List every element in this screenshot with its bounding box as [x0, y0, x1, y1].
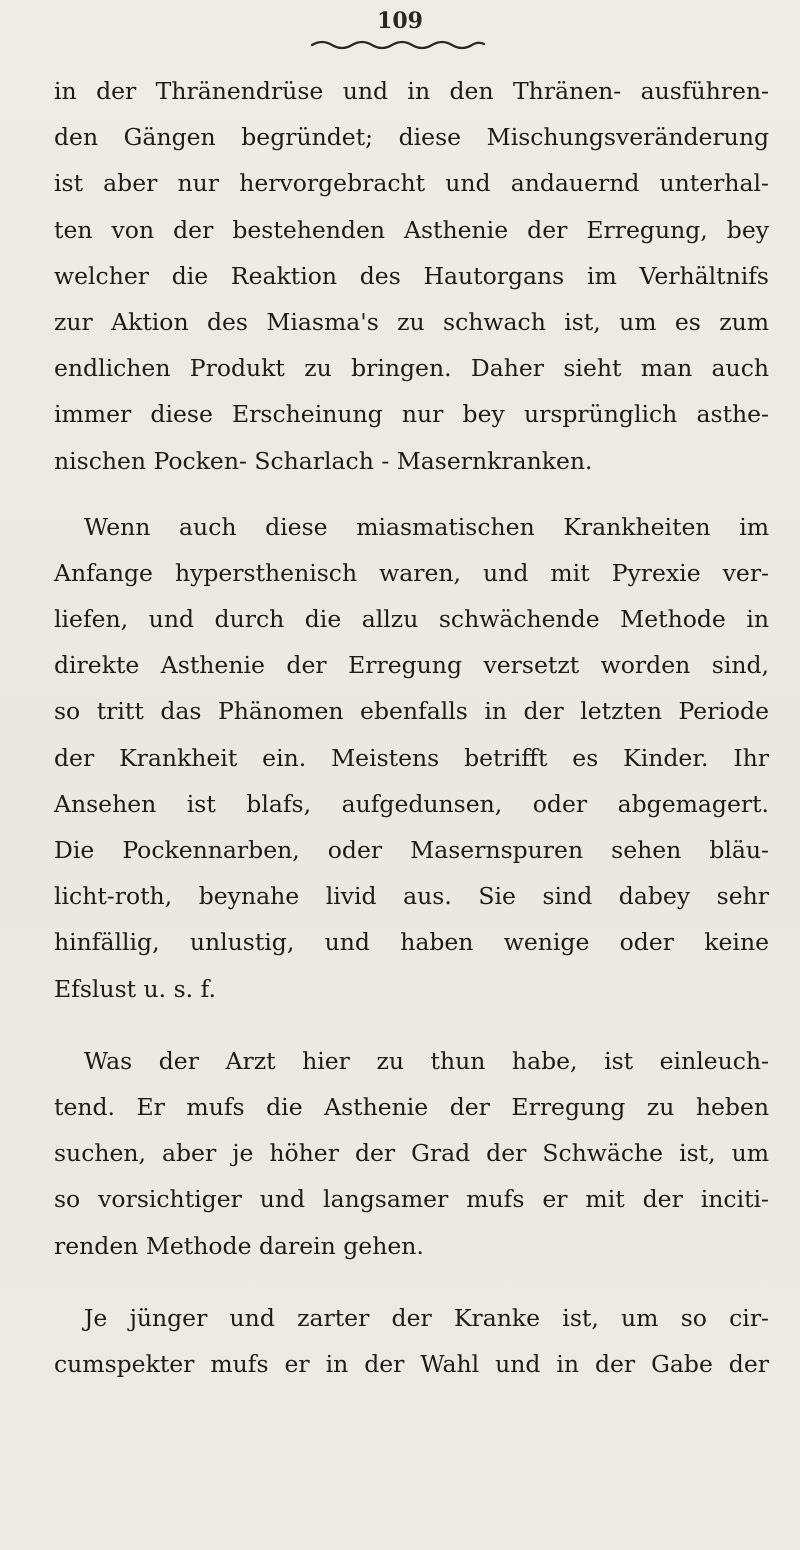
text-line: direkte Asthenie der Erregung versetzt worden sind,: [54, 651, 769, 680]
text-line: in der Thränendrüse und in den Thränen- ausführen-: [54, 77, 769, 105]
text-line: tend. Er mufs die Asthenie der Erregung zu heben: [54, 1092, 769, 1121]
text-line: Die Pockennarben, oder Masernspuren sehen bläu-: [54, 836, 769, 864]
text-line: ten von der bestehenden Asthenie der Erregung, bey: [54, 215, 769, 244]
paragraph-gap: [54, 484, 769, 504]
page-number: 109: [377, 8, 423, 34]
text-line: so tritt das Phänomen ebenfalls in der letzten Periode: [54, 697, 769, 726]
text-line: nischen Pocken- Scharlach - Masernkranken.: [54, 446, 593, 475]
text-line: liefen, und durch die allzu schwächende Methode in: [54, 605, 769, 634]
text-line: hinfällig, unlustig, und haben wenige oder keine: [54, 928, 769, 957]
text-line: licht-roth, beynahe livid aus. Sie sind dabey sehr: [54, 882, 769, 911]
text-line: Je jünger und zarter der Kranke ist, um so cir-: [84, 1303, 769, 1332]
text-line: Was der Arzt hier zu thun habe, ist einleuch-: [84, 1046, 769, 1075]
text-line: ist aber nur hervorgebracht und andauernd unterhal-: [54, 169, 769, 198]
text-line: den Gängen begründet; diese Mischungsveränderung: [54, 123, 769, 152]
text-line: immer diese Erscheinung nur bey ursprünglich asthe-: [54, 400, 769, 429]
body-text: [54, 68, 769, 1387]
paragraph-gap: [54, 1269, 769, 1295]
decorative-rule-ornament: [308, 36, 488, 52]
text-line: endlichen Produkt zu bringen. Daher sieht man auch: [54, 354, 769, 383]
text-line: Efslust u. s. f.: [54, 974, 216, 1003]
paragraph-gap: [54, 1012, 769, 1038]
text-line: Anfange hypersthenisch waren, und mit Pyrexie ver-: [54, 558, 769, 587]
text-line: Ansehen ist blafs, aufgedunsen, oder abgemagert.: [54, 789, 769, 818]
text-line: Wenn auch diese miasmatischen Krankheiten im: [84, 512, 769, 541]
text-line: suchen, aber je höher der Grad der Schwäche ist, um: [54, 1139, 769, 1168]
text-line: cumspekter mufs er in der Wahl und in der Gabe der: [54, 1349, 769, 1378]
text-line: der Krankheit ein. Meistens betrifft es Kinder. Ihr: [54, 743, 769, 772]
text-line: zur Aktion des Miasma's zu schwach ist, um es zum: [54, 307, 769, 336]
text-line: renden Methode darein gehen.: [54, 1231, 424, 1260]
text-line: so vorsichtiger und langsamer mufs er mit der inciti-: [54, 1185, 769, 1214]
text-line: welcher die Reaktion des Hautorgans im Verhältnifs: [54, 261, 769, 290]
